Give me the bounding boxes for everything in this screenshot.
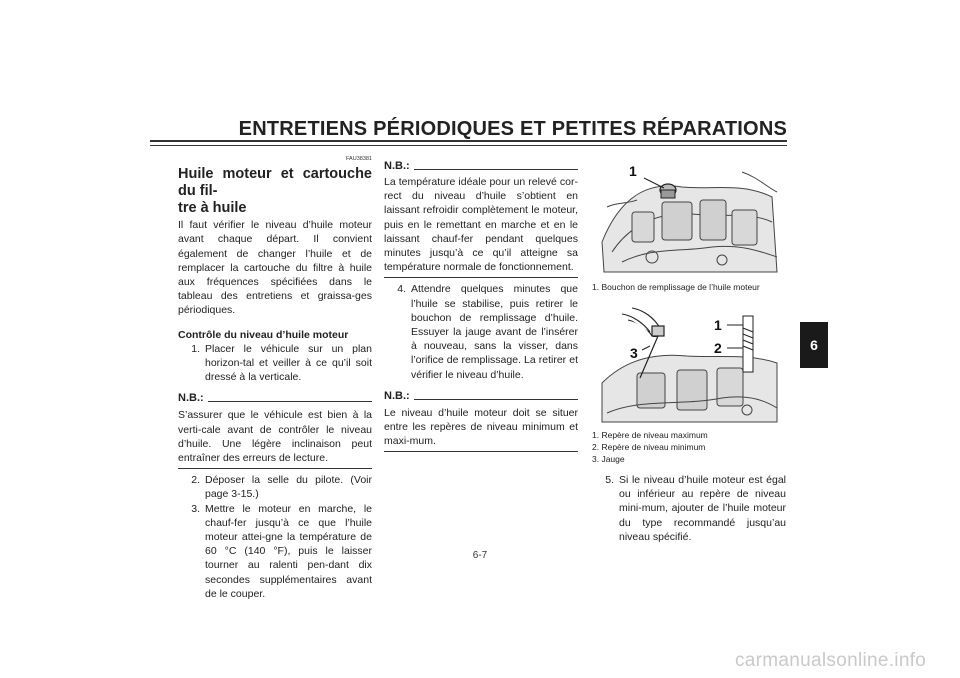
nb-label: N.B.:	[178, 392, 204, 405]
step-1-text: Placer le véhicule sur un plan horizon-tal et veiller à ce qu’il soit dressé à la verticale.	[205, 342, 372, 384]
fig1-callout-1: 1	[629, 163, 637, 179]
section-title	[178, 166, 372, 217]
fig2-callout-3: 3	[630, 345, 638, 361]
nb-end-rule-middle-1	[384, 277, 578, 278]
nb-heading-left	[178, 390, 372, 405]
intro-paragraph: Il faut vérifier le niveau d’huile moteur avant chaque départ. Il convient également de changer l’huile et de remplacer la cartouche du filtre à huile aux fréquences spécifiées dans le tableau des entretiens et graissa-ges périodiques.	[178, 219, 372, 317]
dipstick-gauge-detail-icon	[743, 316, 753, 372]
figure-1-caption: 1. Bouchon de remplissage de l’huile moteur	[592, 282, 760, 292]
step-5-text: Si le niveau d’huile moteur est égal ou inférieur au repère de niveau mini-mum, ajouter de l’huile moteur du type recommandé jusqu’au niveau spécifié.	[619, 474, 786, 543]
step-2	[178, 473, 372, 501]
subheading: Contrôle du niveau d’huile moteur	[178, 328, 349, 341]
section-title-line-2: tre à huile	[178, 200, 247, 217]
nb-heading-middle-1	[384, 158, 578, 173]
step-4	[384, 282, 578, 381]
nb-rule	[414, 399, 578, 400]
step-2-number: 2.	[191, 474, 200, 487]
page-number: 6-7	[472, 550, 488, 561]
figure-dipstick	[592, 298, 786, 424]
nb-text-left: S’assurer que le véhicule est bien à la verti-cale avant de contrôler le niveau d’huile. Une légère inclinaison peut entraîner des erreurs de lecture.	[178, 409, 372, 465]
step-3	[178, 502, 372, 601]
step-3-text: Mettre le moteur en marche, le chauf-fer jusqu’à ce que l’huile moteur attei-gne la température de 60 °C (140 °F), puis le laisser tourner au ralenti pen-dant dix secondes supplémentaires avant de le couper.	[205, 502, 372, 600]
nb-rule	[414, 169, 578, 170]
figure-2-caption-2: 2. Repère de niveau minimum	[592, 442, 706, 452]
middle-column	[384, 158, 578, 452]
step-1-number: 1.	[191, 342, 200, 355]
nb-rule	[208, 401, 372, 402]
nb-heading-middle-2	[384, 388, 578, 403]
oil-filler-cap-icon	[660, 184, 676, 198]
chapter-tab[interactable]: 6	[800, 322, 828, 368]
nb-end-rule-left	[178, 468, 372, 469]
nb-end-rule-middle-2	[384, 451, 578, 452]
step-4-text: Attendre quelques minutes que l’huile se stabilise, puis retirer le bouchon de remplissage d’huile. Essuyer la jauge avant de l’insérer à nouveau, sans la visser, dans l’orifice de remplissage. La retirer et vérifier le niveau d’huile.	[411, 283, 578, 381]
nb-label: N.B.:	[384, 389, 410, 402]
fig2-callout-2: 2	[714, 340, 722, 356]
step-3-number: 3.	[191, 502, 200, 515]
reference-code: FAU38381	[346, 156, 372, 162]
nb-text-middle-2: Le niveau d’huile moteur doit se situer entre les repères de niveau minimum et maxi-mum.	[384, 406, 578, 448]
step-5-number: 5.	[605, 474, 614, 486]
step-1	[178, 342, 372, 385]
right-column-text	[592, 473, 786, 544]
figure-oil-filler-cap	[592, 152, 786, 278]
section-title-line-1: Huile moteur et cartouche du fil-	[178, 166, 372, 200]
header-rule-thin	[150, 145, 787, 146]
step-5	[592, 473, 786, 544]
figure-2-captions	[592, 429, 792, 465]
left-column	[178, 152, 372, 601]
section-header: ENTRETIENS PÉRIODIQUES ET PETITES RÉPARATIONS	[238, 118, 787, 140]
header-rule-thick	[150, 140, 787, 142]
step-4-number: 4.	[397, 283, 406, 296]
nb-label: N.B.:	[384, 159, 410, 172]
step-2-text: Déposer la selle du pilote. (Voir page 3-15.)	[205, 474, 372, 501]
figure-2-caption-3: 3. Jauge	[592, 454, 625, 464]
fig2-callout-1: 1	[714, 317, 722, 333]
figure-2-caption-1: 1. Repère de niveau maximum	[592, 430, 708, 440]
nb-text-middle-1: La température idéale pour un relevé cor-rect du niveau d’huile s’obtient en laissant refroidir complètement le moteur, puis en le remettant en marche et en le laissant chauf-fer pendant quelques minutes jusqu’à ce qu’il atteigne sa température normale de fonctionnement.	[384, 176, 578, 274]
watermark: carmanualsonline.info	[735, 650, 927, 671]
